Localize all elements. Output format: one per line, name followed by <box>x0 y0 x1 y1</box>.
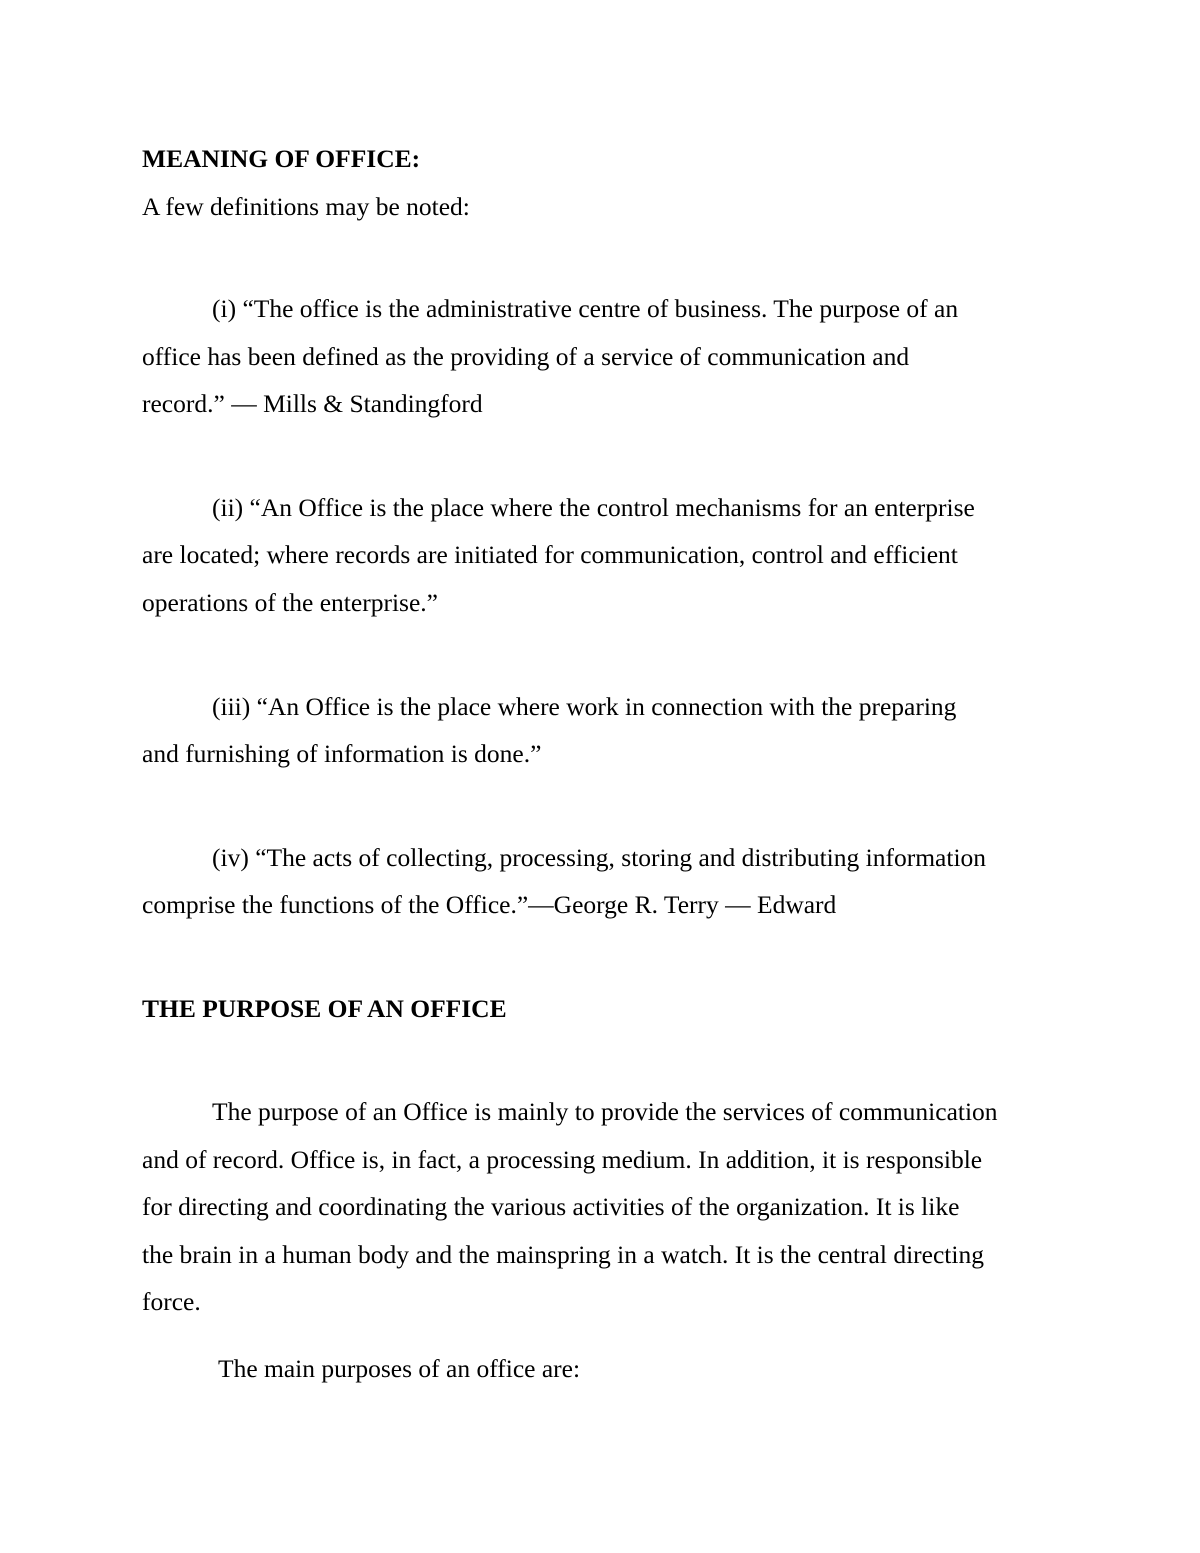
purpose-paragraph-line-1: The purpose of an Office is mainly to provide the services of communication <box>212 1097 998 1126</box>
definition-2-line-2: are located; where records are initiated for communication, control and efficient <box>142 540 958 569</box>
definition-4-line-1: (iv) “The acts of collecting, processing, storing and distributing information <box>212 843 987 872</box>
definition-3-line-2: and furnishing of information is done.” <box>142 739 542 768</box>
definition-1-line-3: record.” — Mills & Standingford <box>142 389 483 418</box>
purpose-paragraph-line-4: the brain in a human body and the mainspring in a watch. It is the central directing <box>142 1240 984 1269</box>
definition-4-line-2: comprise the functions of the Office.”—George R. Terry — Edward <box>142 890 837 919</box>
definition-1-line-1: (i) “The office is the administrative centre of business. The purpose of an <box>212 294 959 323</box>
purpose-paragraph-line-2: and of record. Office is, in fact, a processing medium. In addition, it is responsible <box>142 1145 983 1174</box>
definition-1-line-2: office has been defined as the providing of a service of communication and <box>142 342 910 371</box>
heading-meaning-of-office: MEANING OF OFFICE: <box>142 144 421 173</box>
definition-2-line-3: operations of the enterprise.” <box>142 588 438 617</box>
heading-purpose-of-an-office: THE PURPOSE OF AN OFFICE <box>142 994 507 1023</box>
definition-2-line-1: (ii) “An Office is the place where the control mechanisms for an enterprise <box>212 493 975 522</box>
intro-text: A few definitions may be noted: <box>142 192 470 221</box>
main-purposes-intro: The main purposes of an office are: <box>218 1354 581 1383</box>
purpose-paragraph-line-5: force. <box>142 1287 201 1316</box>
purpose-paragraph-line-3: for directing and coordinating the various activities of the organization. It is like <box>142 1192 960 1221</box>
definition-3-line-1: (iii) “An Office is the place where work in connection with the preparing <box>212 692 957 721</box>
